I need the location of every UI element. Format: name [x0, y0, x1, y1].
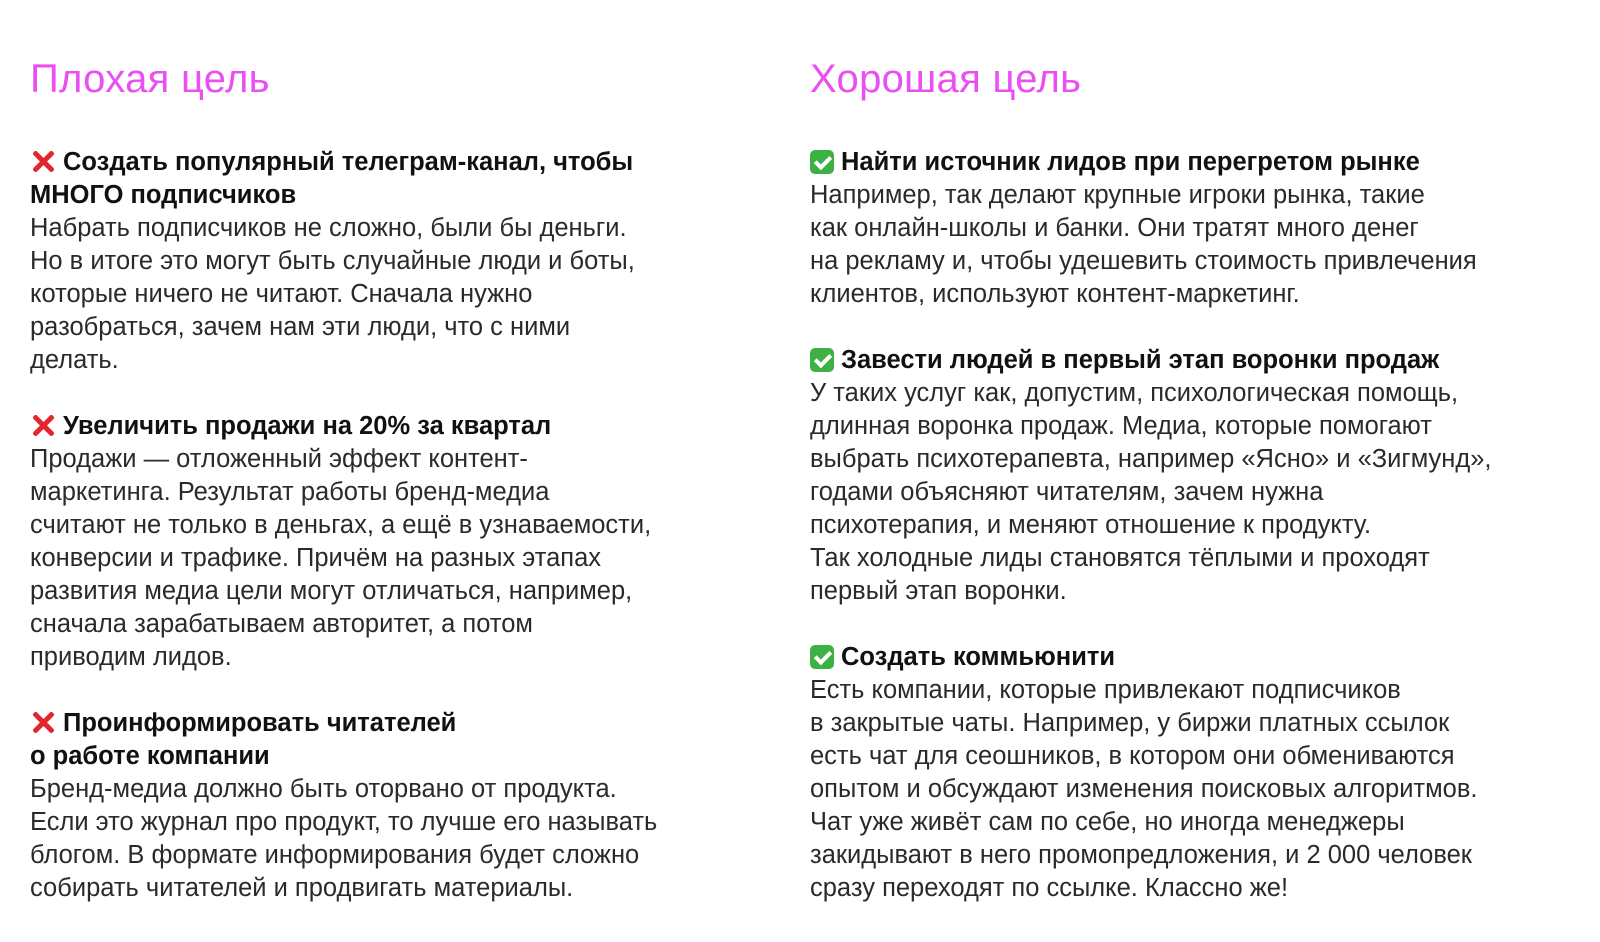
bad-goal-heading-text: Создать популярный телеграм-канал, чтобы МНОГО подписчиков — [30, 148, 634, 209]
good-goal-body: Есть компании, которые привлекают подписчиков в закрытые чаты. Например, у биржи платных ссылок есть чат для сеошников, в котором они обмениваются опытом и обсуждают изменения поисковых алгоритмов. Чат уже живёт сам по себе, но иногда менеджеры закидывают в него промопредложения, и 2 000 человек сразу переходят по ссылке. Классно же! — [810, 676, 1478, 902]
check-mark-icon — [810, 150, 834, 174]
good-goal-heading — [810, 146, 1590, 179]
bad-goal-item — [30, 707, 770, 905]
bad-goal-item — [30, 410, 770, 674]
bad-goals-column — [30, 50, 770, 938]
good-goal-body: Например, так делают крупные игроки рынка, такие как онлайн-школы и банки. Они тратят много денег на рекламу и, чтобы удешевить стоимость привлечения клиентов, используют контент-маркетинг. — [810, 181, 1477, 308]
good-goal-heading-text: Найти источник лидов при перегретом рынке — [841, 148, 1420, 176]
bad-goal-heading-text: Увеличить продажи на 20% за квартал — [63, 412, 552, 440]
good-goal-item — [810, 344, 1590, 608]
bad-goal-body: Набрать подписчиков не сложно, были бы деньги. Но в итоге это могут быть случайные люди и боты, которые ничего не читают. Сначала нужно разобраться, зачем нам эти люди, что с ними делать. — [30, 214, 635, 374]
good-goal-item — [810, 641, 1590, 905]
bad-goal-heading — [30, 410, 770, 443]
check-mark-icon — [810, 348, 834, 372]
good-goal-heading-text: Создать коммьюнити — [841, 643, 1116, 671]
bad-goal-item — [30, 146, 770, 377]
good-goal-heading — [810, 344, 1590, 377]
good-goal-item — [810, 146, 1590, 311]
bad-goal-heading — [30, 707, 770, 773]
good-goal-heading — [810, 641, 1590, 674]
bad-goal-heading — [30, 146, 770, 212]
bad-goal-body: Бренд-медиа должно быть оторвано от продукта. Если это журнал про продукт, то лучше его называть блогом. В формате информирования будет сложно собирать читателей и продвигать материалы. — [30, 775, 658, 902]
cross-mark-icon — [30, 412, 56, 438]
bad-goals-title: Плохая цель — [30, 57, 270, 101]
bad-goal-body: Продажи — отложенный эффект контент- маркетинга. Результат работы бренд-медиа считают не только в деньгах, а ещё в узнаваемости, конверсии и трафике. Причём на разных этапах развития медиа цели могут отличаться, например, сначала зарабатываем авторитет, а потом приводим лидов. — [30, 445, 652, 671]
bad-goal-heading-text: Проинформировать читателей о работе компании — [30, 709, 457, 770]
cross-mark-icon — [30, 709, 56, 735]
good-goal-heading-text: Завести людей в первый этап воронки продаж — [841, 346, 1440, 374]
good-goals-column — [810, 50, 1590, 938]
check-mark-icon — [810, 645, 834, 669]
good-goal-body: У таких услуг как, допустим, психологическая помощь, длинная воронка продаж. Медиа, которые помогают выбрать психотерапевта, например «Ясно» и «Зигмунд», годами объясняют читателям, зачем нужна психотерапия, и меняют отношение к продукту. Так холодные лиды становятся тёплыми и проходят первый этап воронки. — [810, 379, 1492, 605]
good-goals-title: Хорошая цель — [810, 57, 1082, 101]
cross-mark-icon — [30, 148, 56, 174]
